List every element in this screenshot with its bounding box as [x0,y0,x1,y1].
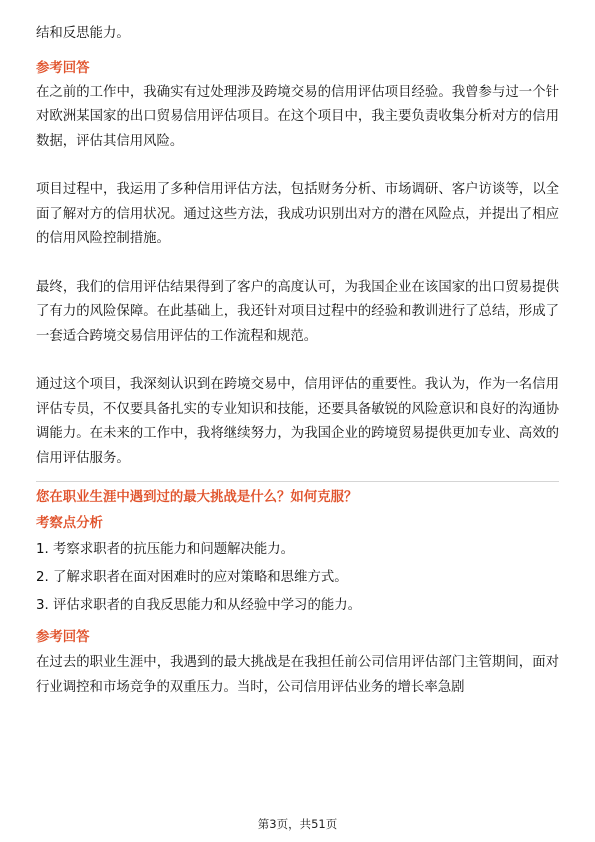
continued-line: 结和反思能力。 [36,26,130,41]
answer-paragraph-1: 在之前的工作中，我确实有过处理涉及跨境交易的信用评估项目经验。我曾参与过一个针对欧洲某国家的出口贸易信用评估项目。在这个项目中，我主要负责收集分析对方的信用数据，评估其信用风险。 [36,84,559,149]
answer2-paragraph: 在过去的职业生涯中，我遇到的最大挑战是在我担任前公司信用评估部门主管期间，面对行业调控和市场竞争的双重压力。当时，公司信用评估业务的增长率急剧 [36,655,559,695]
analysis-item-1: 1. 考察求职者的抗压能力和问题解决能力。 [36,542,295,557]
answer-paragraph-3: 最终，我们的信用评估结果得到了客户的高度认可，为我国企业在该国家的出口贸易提供了有力的风险保障。在此基础上，我还针对项目过程中的经验和教训进行了总结，形成了一套适合跨境交易信用评估的工作流程和规范。 [36,279,559,344]
answer-paragraph-2: 项目过程中，我运用了多种信用评估方法，包括财务分析、市场调研、客户访谈等，以全面了解对方的信用状况。通过这些方法，我成功识别出对方的潜在风险点，并提出了相应的信用风险控制措施。 [36,182,559,246]
page-content [36,22,559,700]
analysis-item-2: 2. 了解求职者在面对困难时的应对策略和思维方式。 [36,570,348,585]
question-title: 您在职业生涯中遇到过的最大挑战是什么？如何克服？ [36,490,358,505]
analysis-item-3: 3. 评估求职者的自我反思能力和从经验中学习的能力。 [36,598,362,613]
analysis-heading: 考察点分析 [36,516,103,531]
answer-heading-2: 参考回答 [36,630,90,645]
answer-heading: 参考回答 [36,60,90,76]
answer-paragraph-4: 通过这个项目，我深刻认识到在跨境交易中，信用评估的重要性。我认为，作为一名信用评估专员，不仅要具备扎实的专业知识和技能，还要具备敏锐的风险意识和良好的沟通协调能力。在未来的工作中，我将继续努力，为我国企业的跨境贸易提供更加专业、高效的信用评估服务。 [36,377,559,466]
page-footer: 第3页，共51页 [257,817,338,831]
